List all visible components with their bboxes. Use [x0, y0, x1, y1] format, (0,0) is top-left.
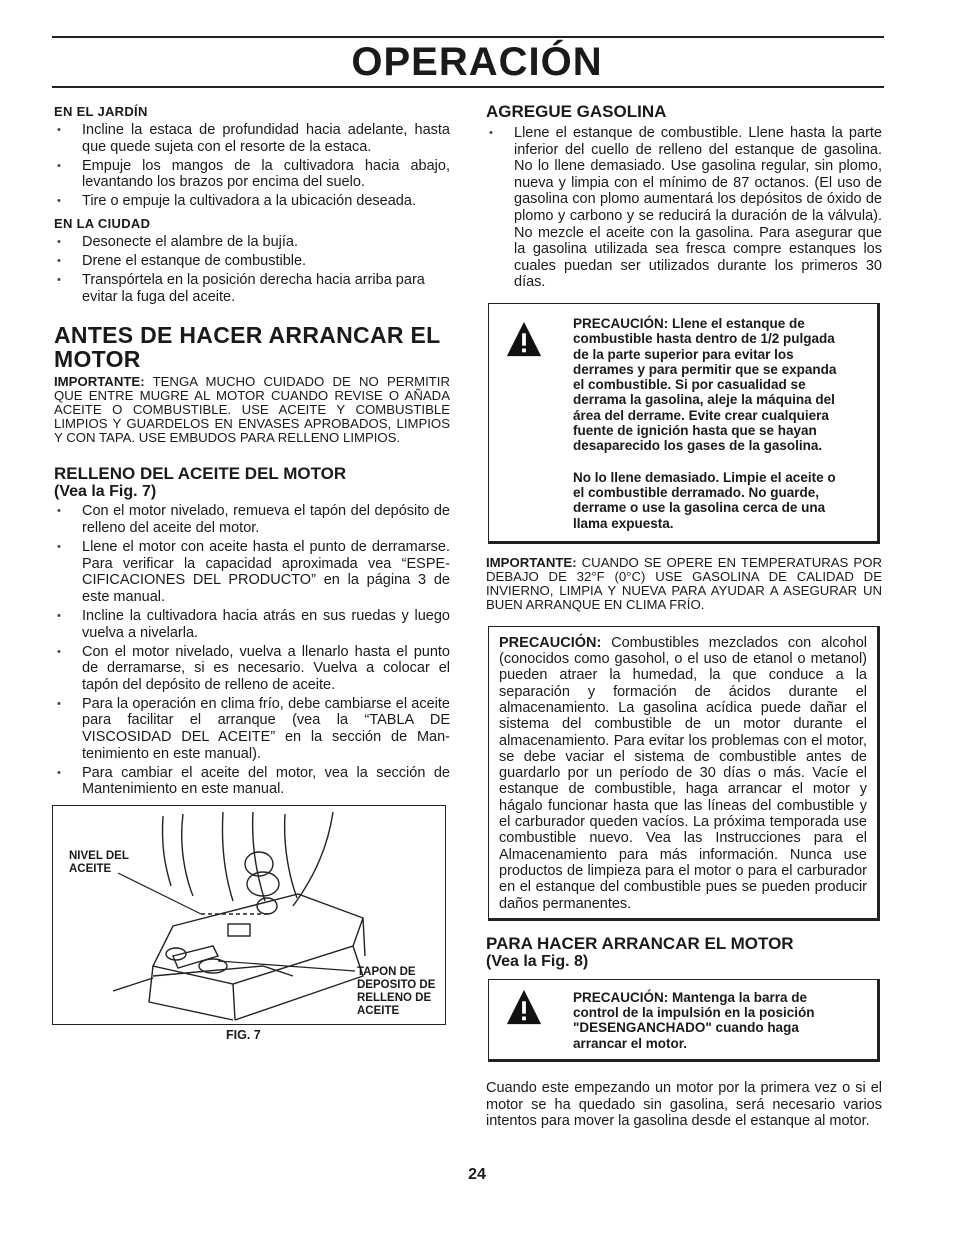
- list-item: • Llene el motor con aceite hasta el punto de derramarse. Para verificar la capacidad aproximada vea “ESPE-CIFICACIONES DEL PRODUCTO” en la página 3 de este manual.: [54, 539, 450, 605]
- list-item: • Transpórtela en la posición derecha hacia arriba para evitar la fuga del aceite.: [54, 272, 450, 305]
- list-item: • Tire o empuje la cultivadora a la ubicación deseada.: [54, 193, 450, 210]
- ciudad-list: [54, 234, 450, 305]
- warning-box-start: [488, 979, 880, 1062]
- nivel-leader-line: [118, 873, 201, 914]
- warning-triangle-icon: [505, 320, 543, 358]
- figure-caption: FIG. 7: [226, 1028, 261, 1042]
- title-rule-bottom: [52, 86, 884, 88]
- relleno-heading: RELLENO DEL ACEITE DEL MOTOR: [54, 464, 347, 484]
- page-number: 24: [468, 1166, 486, 1183]
- importante-label: IMPORTANTE:: [54, 374, 145, 390]
- list-item: • Con el motor nivelado, vuelva a llenarlo hasta el punto de derramarse, si es necesario. Vuelva a colocar el tapón del depósito de relleno de aceite.: [54, 644, 450, 694]
- list-item: • Para cambiar el aceite del motor, vea la sección de Mantenimiento en este manual.: [54, 765, 450, 798]
- arrancar-heading: PARA HACER ARRANCAR EL MOTOR: [486, 933, 794, 953]
- warning-box-fuel: [488, 303, 880, 544]
- tapon-label: TAPON DE DEPOSITO DE RELLENO DE ACEITE: [357, 966, 436, 1017]
- ciudad-heading: EN LA CIUDAD: [54, 215, 151, 231]
- warning-start-text: PRECAUCIÓN: Mantenga la barra de control de la impulsión en la posición "DESENGANCHADO" cuando haga arrancar el motor.: [573, 989, 815, 1051]
- list-item: • Incline la estaca de profundidad hacia adelante, hasta que quede sujeta con el resorte de la estaca.: [54, 122, 450, 155]
- page-title: OPERACIÓN: [351, 40, 603, 84]
- figure-7: [52, 805, 446, 1025]
- importante-text: CUANDO SE OPERE EN TEMPERATURAS POR DEBAJO DE 32°F (0°C) USE GASOLINA DE CALIDAD DE INVIERNO, LIMPIA Y NUEVA PARA AYUDAR A ASEGURAR UN BUEN ARRANQUE EN CLIMA FRÍO.: [486, 554, 882, 612]
- gasolina-list: [486, 125, 882, 291]
- precaucion-label: PRECAUCIÓN:: [499, 634, 602, 651]
- arrancar-subheading: (Vea la Fig. 8): [486, 952, 589, 970]
- antes-importante: [54, 375, 450, 445]
- left-column: [54, 100, 450, 800]
- relleno-list: [54, 503, 450, 798]
- precaucion-alcohol-box: [488, 626, 880, 921]
- warning-fuel-text-2: No lo llene demasiado. Limpie el aceite o el combustible derramado. No guarde, derrame o use la gasolina cerca de una llama expuesta.: [573, 469, 836, 531]
- list-item: • Empuje los mangos de la cultivadora hacia abajo, levantando los brazos por encima del suelo.: [54, 158, 450, 191]
- jardin-heading: EN EL JARDÍN: [54, 104, 148, 119]
- nivel-del-aceite-label: NIVEL DEL ACEITE: [69, 850, 129, 875]
- list-item: • Desonecte el alambre de la bujía.: [54, 234, 450, 251]
- list-item: • Drene el estanque de combustible.: [54, 253, 450, 270]
- tapon-leader-line: [218, 961, 355, 971]
- importante-label: IMPORTANTE:: [486, 554, 577, 570]
- gasolina-heading: AGREGUE GASOLINA: [486, 102, 667, 121]
- jardin-list: [54, 122, 450, 210]
- antes-heading: ANTES DE HACER ARRANCAR EL MOTOR: [54, 322, 441, 373]
- warning-fuel-text: PRECAUCIÓN: Llene el estanque de combustible hasta dentro de 1/2 pulgada de la parte superior para evitar los derrames y para permitir que se expanda el combustible. Si por casualidad se derrama la gasolina, aleje la máquina del área del derrame. Evite crear cualquiera fuente de ignición hasta que se hayan desaparecido los gases de la gasolina.: [573, 315, 837, 454]
- importante-invierno: [486, 556, 882, 612]
- warning-triangle-icon: [505, 988, 543, 1026]
- precaucion-text: Combustibles mezclados con alcohol (conocidos como gasohol, o el uso de etanol o metanol) pueden atraer la humedad, la que conduce a la separación y formación de ácidos durante el almacenamiento. La gasolina acídica puede dañar el sistema del combustible de un motor durante el almacenamiento. Para evitar los problemas con el motor, se debe vaciar el sistema de combustible antes de guardarlo por un período de 30 días o más. Vacíe el estanque de combustible, haga arrancar el motor y hágalo funcionar hasta que las líneas del combustible y el carburador queden vacíos. La próxima temporada use combustible nuevo. Vea las Instrucciones para el Almacenamiento para más información. Nunca use productos de limpieza para el motor o para el carburador en el estanque del combustible pues se pueden producir daños permanentes.: [499, 634, 867, 912]
- relleno-subheading: (Vea la Fig. 7): [54, 483, 157, 501]
- importante-text: TENGA MUCHO CUIDADO DE NO PERMITIR QUE ENTRE MUGRE AL MOTOR CUANDO REVISE O AÑADA ACEITE O COMBUSTIBLE. USE ACEITE Y COMBUSTIBLE LIMPIOS Y GUARDELOS EN ENVASES APROBADOS, LIMPIOS Y CON TAPA. USE EMBUDOS PARA RELLENO LIMPIOS.: [54, 374, 450, 446]
- list-item: • Llene el estanque de combustible. Llene hasta la parte inferior del cuello de relleno del estanque de gasolina. No lo llene demasiado. Use gasolina regular, sin plomo, nueva y limpia con el mínimo de 87 octanos. (El uso de gasolina con plomo aumentará los depósitos de óxido de plomo y carbono y se reducirá la duración de la válvula). No mezcle el aceite con la gasolina. Para asegurar que la gasolina utilizada sea fresca compre estanques los cuales puedan ser utilizados durante los primeros 30 días.: [486, 125, 882, 291]
- arrancar-paragraph: Cuando este empezando un motor por la primera vez o si el motor se ha quedado sin gasolina, será necesario varios intentos para mover la gasolina desde el estanque al motor.: [486, 1080, 882, 1130]
- list-item: • Incline la cultivadora hacia atrás en sus ruedas y luego vuelva a nivelarla.: [54, 608, 450, 641]
- list-item: • Para la operación en clima frío, debe cambiarse el aceite para facilitar el arranque (vea la “TABLA DE VISCOSIDAD DEL ACEITE” en la sección de Man-tenimiento en este manual).: [54, 696, 450, 762]
- right-column: [486, 100, 882, 1130]
- list-item: • Con el motor nivelado, remueva el tapón del depósito de relleno del aceite del motor.: [54, 503, 450, 536]
